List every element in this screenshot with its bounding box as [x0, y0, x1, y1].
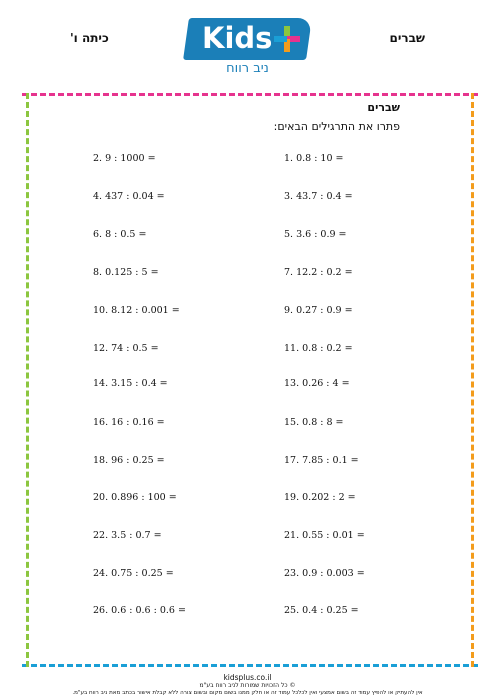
exercise-item: 11. 0.8 : 0.2 = [284, 343, 353, 354]
exercise-item: 19. 0.202 : 2 = [284, 492, 356, 503]
exercise-item: 5. 3.6 : 0.9 = [284, 229, 347, 240]
exercise-item: 16. 16 : 0.16 = [93, 417, 165, 428]
exercise-item: 24. 0.75 : 0.25 = [93, 568, 174, 579]
exercise-item: 18. 96 : 0.25 = [93, 455, 165, 466]
frame-bottom-border [22, 664, 478, 667]
footer-copyright: © כל הזכויות שמורות לניב רווח בע"מ [199, 682, 296, 689]
exercise-item: 13. 0.26 : 4 = [284, 378, 350, 389]
exercise-item: 4. 437 : 0.04 = [93, 191, 165, 202]
exercise-item: 22. 3.5 : 0.7 = [93, 530, 162, 541]
frame-right-border [471, 93, 474, 667]
exercise-item: 8. 0.125 : 5 = [93, 267, 159, 278]
logo-subtitle: ניב רווח [226, 61, 269, 76]
exercise-item: 9. 0.27 : 0.9 = [284, 305, 353, 316]
exercise-item: 7. 12.2 : 0.2 = [284, 267, 353, 278]
exercise-item: 26. 0.6 : 0.6 : 0.6 = [93, 605, 186, 616]
exercise-item: 20. 0.896 : 100 = [93, 492, 177, 503]
kids-plus-logo [186, 18, 309, 78]
section-title: שברים [367, 101, 400, 114]
exercise-item: 12. 74 : 0.5 = [93, 343, 159, 354]
exercise-item: 25. 0.4 : 0.25 = [284, 605, 359, 616]
exercise-item: 21. 0.55 : 0.01 = [284, 530, 365, 541]
subject-label: שברים [389, 31, 425, 45]
footer-site-link[interactable]: kidsplus.co.il [223, 673, 272, 682]
frame-top-border [22, 93, 478, 96]
grade-label: כיתה ו' [70, 31, 109, 45]
worksheet-frame [22, 93, 478, 667]
exercise-item: 17. 7.85 : 0.1 = [284, 455, 359, 466]
frame-left-border [26, 93, 29, 667]
plus-icon [274, 26, 300, 52]
exercise-item: 14. 3.15 : 0.4 = [93, 378, 168, 389]
logo-text: Kids [202, 21, 273, 55]
exercise-item: 6. 8 : 0.5 = [93, 229, 147, 240]
exercise-item: 10. 8.12 : 0.001 = [93, 305, 180, 316]
exercise-item: 1. 0.8 : 10 = [284, 153, 344, 164]
instruction-text: פתרו את התרגילים הבאים: [273, 120, 400, 133]
exercise-item: 2. 9 : 1000 = [93, 153, 156, 164]
footer-legal-notice: אין להעתיק או להפיץ עמוד זה בשום אמצעי ואין לכלכל עמוד זה או חלק ממנו בשום מקום ובשום צורה ללא קבלת אישור בכתב מאת ניב רווח בע"מ. [72, 690, 423, 696]
exercise-item: 23. 0.9 : 0.003 = [284, 568, 365, 579]
exercise-item: 15. 0.8 : 8 = [284, 417, 344, 428]
exercise-item: 3. 43.7 : 0.4 = [284, 191, 353, 202]
